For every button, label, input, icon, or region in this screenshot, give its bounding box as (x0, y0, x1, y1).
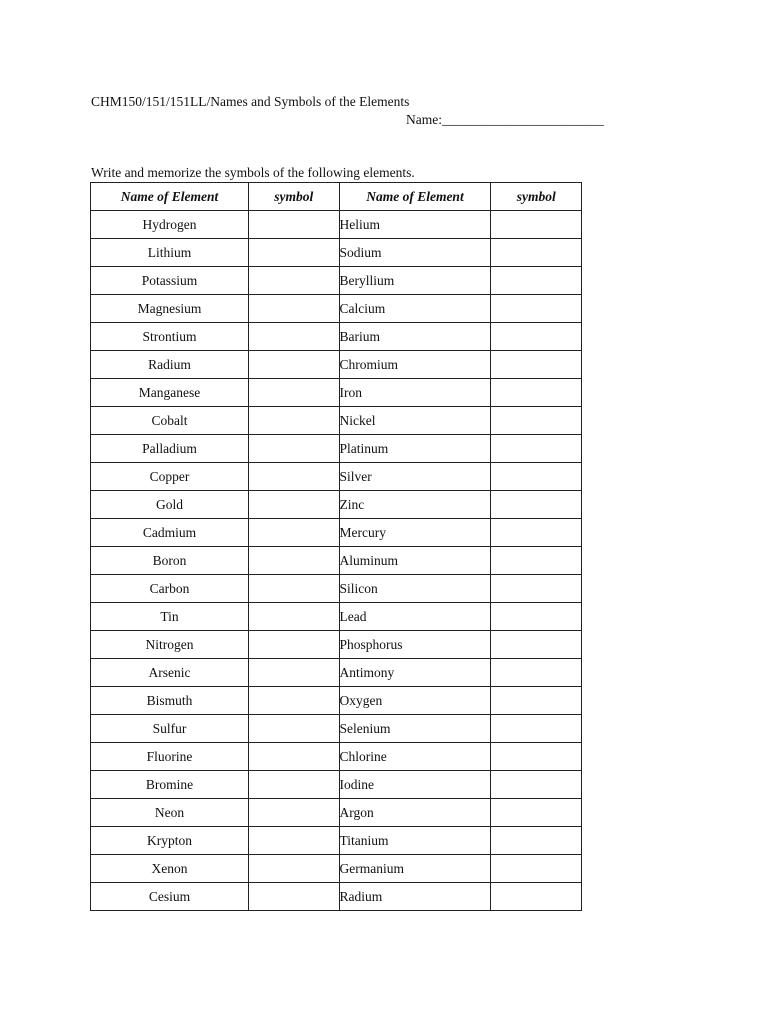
symbol-cell-right[interactable] (491, 855, 582, 883)
header-name-of-element-right: Name of Element (339, 183, 491, 211)
symbol-cell-right[interactable] (491, 295, 582, 323)
symbol-cell-right[interactable] (491, 491, 582, 519)
table-row (91, 435, 582, 463)
element-name-right: Oxygen (339, 687, 491, 715)
element-name-right: Phosphorus (339, 631, 491, 659)
symbol-cell-right[interactable] (491, 519, 582, 547)
symbol-cell-right[interactable] (491, 603, 582, 631)
document-title: CHM150/151/151LL/Names and Symbols of the Elements (91, 94, 410, 109)
table-row (91, 379, 582, 407)
symbol-cell-left[interactable] (248, 855, 339, 883)
element-name-right: Nickel (339, 407, 491, 435)
table-row (91, 463, 582, 491)
element-name-right: Zinc (339, 491, 491, 519)
symbol-cell-right[interactable] (491, 715, 582, 743)
element-name-right: Silicon (339, 575, 491, 603)
element-name-left: Nitrogen (91, 631, 249, 659)
header-symbol-right: symbol (491, 183, 582, 211)
symbol-cell-right[interactable] (491, 547, 582, 575)
symbol-cell-left[interactable] (248, 827, 339, 855)
symbol-cell-left[interactable] (248, 463, 339, 491)
symbol-cell-left[interactable] (248, 631, 339, 659)
table-row (91, 407, 582, 435)
element-name-left: Boron (91, 547, 249, 575)
symbol-cell-right[interactable] (491, 687, 582, 715)
element-name-right: Argon (339, 799, 491, 827)
symbol-cell-right[interactable] (491, 239, 582, 267)
table-body (91, 211, 582, 911)
table-row (91, 575, 582, 603)
table-row (91, 827, 582, 855)
table-row (91, 267, 582, 295)
element-name-left: Radium (91, 351, 249, 379)
element-name-left: Potassium (91, 267, 249, 295)
element-name-left: Cesium (91, 883, 249, 911)
table-row (91, 771, 582, 799)
elements-table (90, 182, 582, 911)
element-name-left: Manganese (91, 379, 249, 407)
symbol-cell-right[interactable] (491, 379, 582, 407)
element-name-right: Sodium (339, 239, 491, 267)
table-row (91, 519, 582, 547)
symbol-cell-right[interactable] (491, 407, 582, 435)
element-name-left: Fluorine (91, 743, 249, 771)
symbol-cell-right[interactable] (491, 575, 582, 603)
element-name-right: Barium (339, 323, 491, 351)
table-row (91, 295, 582, 323)
table-row (91, 659, 582, 687)
element-name-left: Carbon (91, 575, 249, 603)
element-name-right: Titanium (339, 827, 491, 855)
element-name-left: Krypton (91, 827, 249, 855)
element-name-left: Strontium (91, 323, 249, 351)
symbol-cell-left[interactable] (248, 323, 339, 351)
element-name-right: Lead (339, 603, 491, 631)
symbol-cell-left[interactable] (248, 351, 339, 379)
element-name-right: Antimony (339, 659, 491, 687)
element-name-right: Chlorine (339, 743, 491, 771)
symbol-cell-right[interactable] (491, 463, 582, 491)
table-row (91, 687, 582, 715)
symbol-cell-left[interactable] (248, 715, 339, 743)
symbol-cell-left[interactable] (248, 407, 339, 435)
element-name-left: Bismuth (91, 687, 249, 715)
element-name-right: Aluminum (339, 547, 491, 575)
symbol-cell-right[interactable] (491, 799, 582, 827)
symbol-cell-left[interactable] (248, 771, 339, 799)
element-name-left: Cobalt (91, 407, 249, 435)
symbol-cell-left[interactable] (248, 883, 339, 911)
header-symbol-left: symbol (248, 183, 339, 211)
symbol-cell-right[interactable] (491, 771, 582, 799)
element-name-right: Silver (339, 463, 491, 491)
element-name-left: Hydrogen (91, 211, 249, 239)
element-name-left: Magnesium (91, 295, 249, 323)
table-row (91, 547, 582, 575)
symbol-cell-left[interactable] (248, 799, 339, 827)
table-row (91, 323, 582, 351)
element-name-right: Mercury (339, 519, 491, 547)
element-name-right: Iron (339, 379, 491, 407)
symbol-cell-right[interactable] (491, 631, 582, 659)
symbol-cell-left[interactable] (248, 659, 339, 687)
element-name-left: Gold (91, 491, 249, 519)
element-name-left: Cadmium (91, 519, 249, 547)
table-row (91, 491, 582, 519)
symbol-cell-left[interactable] (248, 211, 339, 239)
symbol-cell-left[interactable] (248, 267, 339, 295)
symbol-cell-right[interactable] (491, 323, 582, 351)
name-field[interactable]: Name:________________________ (406, 112, 604, 127)
element-name-right: Calcium (339, 295, 491, 323)
symbol-cell-right[interactable] (491, 435, 582, 463)
element-name-left: Palladium (91, 435, 249, 463)
symbol-cell-right[interactable] (491, 351, 582, 379)
symbol-cell-left[interactable] (248, 379, 339, 407)
symbol-cell-left[interactable] (248, 519, 339, 547)
table-row (91, 883, 582, 911)
symbol-cell-left[interactable] (248, 575, 339, 603)
table-row (91, 743, 582, 771)
element-name-right: Chromium (339, 351, 491, 379)
element-name-left: Xenon (91, 855, 249, 883)
element-name-right: Helium (339, 211, 491, 239)
table-row (91, 603, 582, 631)
element-name-right: Iodine (339, 771, 491, 799)
table-row (91, 239, 582, 267)
table-row (91, 715, 582, 743)
table-row (91, 631, 582, 659)
symbol-cell-right[interactable] (491, 659, 582, 687)
table-row (91, 855, 582, 883)
element-name-right: Beryllium (339, 267, 491, 295)
symbol-cell-left[interactable] (248, 491, 339, 519)
element-name-right: Radium (339, 883, 491, 911)
element-name-right: Selenium (339, 715, 491, 743)
symbol-cell-left[interactable] (248, 743, 339, 771)
element-name-left: Lithium (91, 239, 249, 267)
symbol-cell-right[interactable] (491, 743, 582, 771)
element-name-left: Tin (91, 603, 249, 631)
symbol-cell-left[interactable] (248, 239, 339, 267)
table-row (91, 211, 582, 239)
symbol-cell-right[interactable] (491, 211, 582, 239)
symbol-cell-right[interactable] (491, 827, 582, 855)
element-name-left: Neon (91, 799, 249, 827)
symbol-cell-left[interactable] (248, 603, 339, 631)
symbol-cell-right[interactable] (491, 267, 582, 295)
element-name-left: Copper (91, 463, 249, 491)
symbol-cell-left[interactable] (248, 435, 339, 463)
header-name-of-element-left: Name of Element (91, 183, 249, 211)
table-row (91, 799, 582, 827)
element-name-right: Germanium (339, 855, 491, 883)
instructions: Write and memorize the symbols of the following elements. (91, 165, 415, 180)
element-name-left: Arsenic (91, 659, 249, 687)
table-row (91, 351, 582, 379)
element-name-left: Sulfur (91, 715, 249, 743)
table-header-row (91, 183, 582, 211)
symbol-cell-left[interactable] (248, 687, 339, 715)
element-name-left: Bromine (91, 771, 249, 799)
element-name-right: Platinum (339, 435, 491, 463)
symbol-cell-right[interactable] (491, 883, 582, 911)
symbol-cell-left[interactable] (248, 547, 339, 575)
symbol-cell-left[interactable] (248, 295, 339, 323)
